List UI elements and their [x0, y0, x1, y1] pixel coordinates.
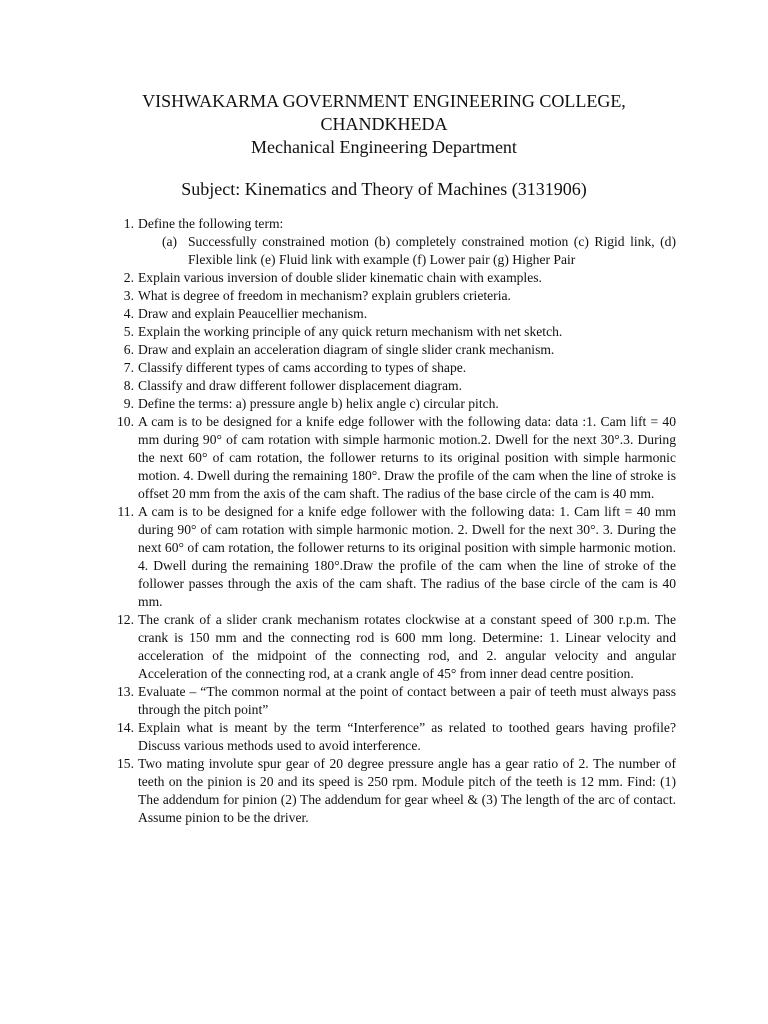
subitem-marker: (a)	[162, 234, 178, 249]
question-item	[117, 611, 676, 683]
question-number: 13 .	[104, 683, 134, 701]
college-name-line2: CHANDKHEDA	[320, 114, 448, 134]
question-number: 4 .	[104, 305, 134, 323]
question-text: Draw and explain Peaucellier mechanism.	[138, 306, 368, 321]
question-item	[123, 341, 676, 359]
question-item	[117, 683, 676, 719]
question-text: The crank of a slider crank mechanism rotates clockwise at a constant speed of 300 r.p.m. The crank is 150 mm and the connecting rod is 600 mm long. Determine: 1. Linear velocity and acceleration of the midpoint of the connecting rod, and 2. angular velocity and angular Acceleration of the connecting rod, at a crank angle of 45° from inner dead centre position.	[138, 612, 676, 681]
question-number: 1 .	[104, 215, 134, 233]
question-item	[117, 719, 676, 755]
department-name: Mechanical Engineering Department	[251, 137, 517, 157]
question-text: A cam is to be designed for a knife edge follower with the following data: 1. Cam lift = 40 mm during 90° of cam rotation with simple harmonic motion. 2. Dwell for the next 30°. 3. During the next 60° of cam rotation, the follower returns to its original position with simple harmonic motion. 4. Dwell during the remaining 180°.Draw the profile of the cam when the line of stroke of the follower passes through the axis of the cam shaft. The radius of the base circle of the cam is 40 mm.	[138, 504, 676, 609]
question-text: Define the terms: a) pressure angle b) helix angle c) circular pitch.	[138, 396, 499, 411]
subitem-text: Successfully constrained motion (b) completely constrained motion (c) Rigid link, (d) Flexible link (e) Fluid link with example (f) Lower pair (g) Higher Pair	[188, 234, 676, 267]
question-item	[123, 269, 676, 287]
question-list	[117, 215, 676, 827]
question-text: Draw and explain an acceleration diagram of single slider crank mechanism.	[138, 342, 555, 357]
question-text: Two mating involute spur gear of 20 degree pressure angle has a gear ratio of 2. The number of teeth on the pinion is 20 and its speed is 250 rpm. Module pitch of the teeth is 12 mm. Find: (1) The addendum for pinion (2) The addendum for gear wheel & (3) The length of the arc of contact. Assume pinion to be the driver.	[138, 756, 676, 825]
question-number: 12 .	[104, 611, 134, 629]
question-number: 10 .	[104, 413, 134, 431]
subject-title: Subject: Kinematics and Theory of Machines (3131906)	[181, 179, 587, 199]
question-number: 2 .	[104, 269, 134, 287]
question-item	[123, 215, 676, 269]
question-text: Define the following term:	[138, 216, 284, 231]
question-item	[123, 323, 676, 341]
question-text: Explain various inversion of double slider kinematic chain with examples.	[138, 270, 542, 285]
question-item	[123, 305, 676, 323]
question-number: 6 .	[104, 341, 134, 359]
question-number: 7 .	[104, 359, 134, 377]
question-number: 9 .	[104, 395, 134, 413]
question-number: 3 .	[104, 287, 134, 305]
question-item	[123, 395, 676, 413]
question-text: What is degree of freedom in mechanism? explain grublers crieteria.	[138, 288, 511, 303]
question-item	[123, 359, 676, 377]
question-text: A cam is to be designed for a knife edge follower with the following data: data :1. Cam lift = 40 mm during 90° of cam rotation with simple harmonic motion.2. Dwell for the next 30°.3. During the next 60° of cam rotation, the follower returns to its original position with simple harmonic motion. 4. Dwell during the remaining 180°. Draw the profile of the cam when the line of stroke is offset 20 mm from the axis of the cam shaft. The radius of the base circle of the cam is 40 mm.	[138, 414, 676, 501]
question-text: Classify different types of cams according to types of shape.	[138, 360, 467, 375]
question-text: Explain the working principle of any quick return mechanism with net sketch.	[138, 324, 563, 339]
question-subitem	[138, 233, 676, 269]
question-item	[123, 287, 676, 305]
question-number: 8 .	[104, 377, 134, 395]
question-item	[117, 755, 676, 827]
question-number: 11 .	[104, 503, 134, 521]
question-text: Explain what is meant by the term “Interference” as related to toothed gears having profile? Discuss various methods used to avoid interference.	[138, 720, 676, 753]
question-text: Classify and draw different follower displacement diagram.	[138, 378, 463, 393]
question-text: Evaluate – “The common normal at the point of contact between a pair of teeth must always pass through the pitch point”	[138, 684, 676, 717]
question-number: 14 .	[104, 719, 134, 737]
question-number: 15 .	[104, 755, 134, 773]
college-name-line1: VISHWAKARMA GOVERNMENT ENGINEERING COLLEGE,	[142, 91, 626, 111]
question-item	[117, 503, 676, 611]
question-item	[123, 377, 676, 395]
document-header	[0, 90, 768, 159]
question-item	[117, 413, 676, 503]
question-number: 5 .	[104, 323, 134, 341]
